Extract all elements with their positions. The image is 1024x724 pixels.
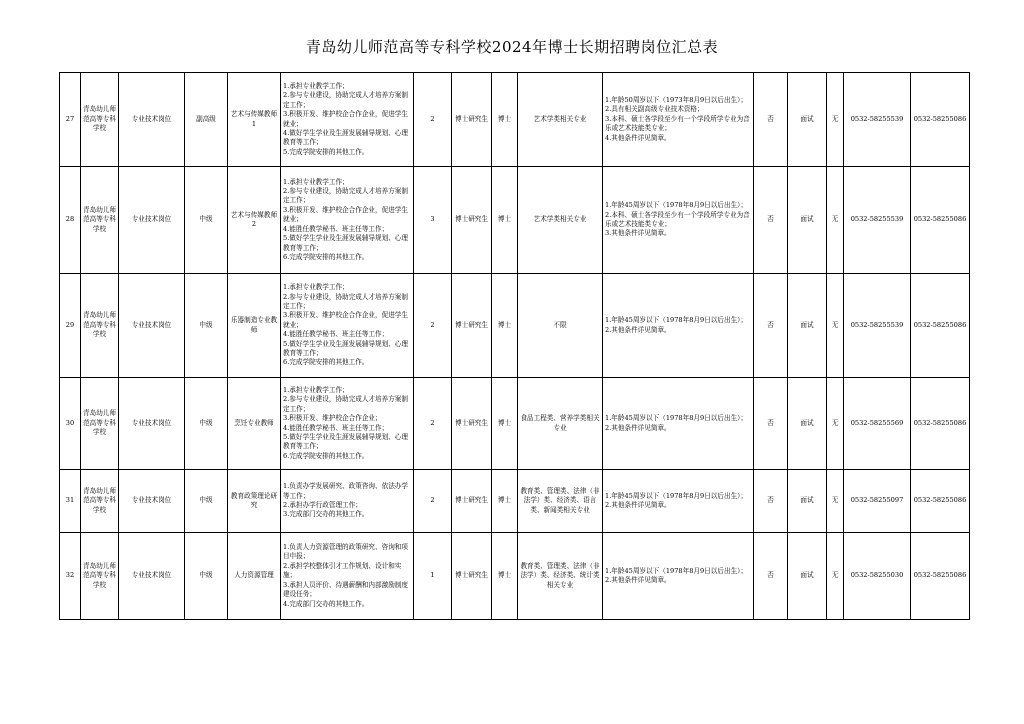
- row-number-cell: 32: [60, 533, 81, 620]
- conditions-cell: [603, 274, 754, 378]
- row-number-cell: 29: [60, 274, 81, 378]
- phone-cell: 0532-58255086: [911, 73, 970, 167]
- duty-line: 4.完成部门交办的其他工作。: [283, 599, 369, 608]
- condition-line: 1.年龄45周岁以下（1978年8月9日以后出生）；: [605, 201, 748, 210]
- duty-line: 3.积极开发、维护校企合作企业，促进学生就业；: [283, 205, 408, 224]
- phone-cell: 0532-58255539: [844, 274, 911, 378]
- position-cell: 人力资源管理: [228, 533, 281, 620]
- category-cell: 专业技术岗位: [119, 274, 185, 378]
- condition-line: 1.年龄50周岁以下（1973年8月9日以后出生）；: [605, 95, 748, 104]
- position-cell: 乐器制造专业教师: [228, 274, 281, 378]
- duty-line: 3.完成部门交办的其他工作。: [283, 510, 369, 519]
- phone-cell: 0532-58255086: [911, 274, 970, 378]
- category-cell: 专业技术岗位: [119, 533, 185, 620]
- major-cell: 教育类、管理类、法律（非法学）类、经济类、语言类、新闻类相关专业: [518, 470, 603, 533]
- duty-line: 1.承担专业教学工作；: [283, 385, 349, 394]
- duty-line: 4.能胜任教学秘书、班主任等工作；: [283, 224, 389, 233]
- position-cell: 艺术与传媒教师1: [228, 73, 281, 167]
- table-row: [60, 470, 970, 533]
- level-cell: 中级: [185, 274, 228, 378]
- duty-line: 3.积极开发、维护校企合作企业，促进学生就业；: [283, 110, 408, 128]
- duty-line: 5.完成学院安排的其他工作。: [283, 147, 369, 156]
- phone-cell: 0532-58255086: [911, 167, 970, 274]
- duty-line: 1.承担专业教学工作；: [283, 283, 349, 292]
- duty-line: 1.负责人力资源管理的政策研究、咨询和项目申报；: [283, 543, 408, 561]
- duties-cell: [281, 533, 414, 620]
- degree-cell: 博士: [492, 167, 518, 274]
- condition-line: 2.其他条件详见简章。: [605, 325, 671, 334]
- phone-cell: 0532-58255539: [844, 167, 911, 274]
- education-cell: 博士研究生: [452, 533, 492, 620]
- unit-cell: 青岛幼儿师范高等专科学校: [81, 167, 119, 274]
- duty-line: 6.完成学院安排的其他工作。: [283, 252, 369, 261]
- row-number-cell: 31: [60, 470, 81, 533]
- duty-line: 6.完成学院安排的其他工作。: [283, 451, 369, 460]
- level-cell: 中级: [185, 470, 228, 533]
- duty-line: 3.积极开发、维护校企合作企业；: [283, 414, 382, 423]
- exam-ratio-cell: 否: [754, 167, 788, 274]
- condition-line: 1.年龄45周岁以下（1978年8月9日以后出生）；: [605, 316, 748, 325]
- headcount-cell: 2: [414, 274, 452, 378]
- duties-cell: [281, 470, 414, 533]
- condition-line: 2.其他条件详见简章。: [605, 423, 671, 432]
- education-cell: 博士研究生: [452, 378, 492, 470]
- table-row: [60, 378, 970, 470]
- exam-ratio-cell: 否: [754, 274, 788, 378]
- note-cell: 无: [827, 470, 844, 533]
- row-number-cell: 28: [60, 167, 81, 274]
- degree-cell: 博士: [492, 533, 518, 620]
- note-cell: 无: [827, 378, 844, 470]
- degree-cell: 博士: [492, 274, 518, 378]
- position-cell: 艺术与传媒教师2: [228, 167, 281, 274]
- exam-ratio-cell: 否: [754, 378, 788, 470]
- category-cell: 专业技术岗位: [119, 378, 185, 470]
- note-cell: 无: [827, 167, 844, 274]
- major-cell: 艺术学类相关专业: [518, 73, 603, 167]
- unit-cell: 青岛幼儿师范高等专科学校: [81, 378, 119, 470]
- duty-line: 2.承担办学行政管理工作；: [283, 501, 362, 509]
- education-cell: 博士研究生: [452, 274, 492, 378]
- duty-line: 4.做好学生学业及生涯发展辅导规划、心理教育等工作；: [283, 128, 408, 147]
- degree-cell: 博士: [492, 470, 518, 533]
- conditions-cell: [603, 167, 754, 274]
- unit-cell: 青岛幼儿师范高等专科学校: [81, 274, 119, 378]
- unit-cell: 青岛幼儿师范高等专科学校: [81, 73, 119, 167]
- phone-cell: 0532-58255097: [844, 470, 911, 533]
- degree-cell: 博士: [492, 378, 518, 470]
- method-cell: 面试: [788, 274, 827, 378]
- headcount-cell: 2: [414, 378, 452, 470]
- table-row: [60, 274, 970, 378]
- duty-line: 1.负责办学发展研究、政策咨询、依法办学等工作；: [283, 482, 408, 500]
- conditions-cell: [603, 73, 754, 167]
- condition-line: 4.其他条件详见简章。: [605, 133, 671, 142]
- conditions-cell: [603, 470, 754, 533]
- duty-line: 5.做好学生学业及生涯发展辅导规划、心理教育等工作；: [283, 339, 408, 358]
- conditions-cell: [603, 378, 754, 470]
- headcount-cell: 1: [414, 533, 452, 620]
- table-row: [60, 73, 970, 167]
- phone-cell: 0532-58255539: [844, 73, 911, 167]
- method-cell: 面试: [788, 470, 827, 533]
- category-cell: 专业技术岗位: [119, 73, 185, 167]
- page-title: 青岛幼儿师范高等专科学校2024年博士长期招聘岗位汇总表: [305, 38, 719, 56]
- education-cell: 博士研究生: [452, 470, 492, 533]
- duty-line: 6.完成学院安排的其他工作。: [283, 358, 369, 367]
- duty-line: 2.参与专业建设，协助完成人才培养方案制定工作；: [283, 395, 408, 413]
- table-body: [60, 73, 970, 620]
- method-cell: 面试: [788, 533, 827, 620]
- duties-cell: [281, 167, 414, 274]
- position-cell: 教育政策理论研究: [228, 470, 281, 533]
- condition-line: 3.其他条件详见简章。: [605, 229, 671, 238]
- duty-line: 4.能胜任教学秘书、班主任等工作；: [283, 423, 389, 432]
- phone-cell: 0532-58255086: [911, 378, 970, 470]
- condition-line: 1.年龄45周岁以下（1978年8月9日以后出生）；: [605, 414, 748, 423]
- unit-cell: 青岛幼儿师范高等专科学校: [81, 533, 119, 620]
- duty-line: 4.能胜任教学秘书、班主任等工作；: [283, 330, 389, 339]
- position-cell: 烹饪专业教师: [228, 378, 281, 470]
- degree-cell: 博士: [492, 73, 518, 167]
- method-cell: 面试: [788, 378, 827, 470]
- note-cell: 无: [827, 73, 844, 167]
- duties-cell: [281, 274, 414, 378]
- duties-cell: [281, 73, 414, 167]
- unit-cell: 青岛幼儿师范高等专科学校: [81, 470, 119, 533]
- phone-cell: 0532-58255569: [844, 378, 911, 470]
- education-cell: 博士研究生: [452, 167, 492, 274]
- condition-line: 1.年龄45周岁以下（1978年8月9日以后出生）；: [605, 566, 748, 575]
- phone-cell: 0532-58255086: [911, 533, 970, 620]
- major-cell: 教育类、管理类、法律（非法学）类、经济类、统计类相关专业: [518, 533, 603, 620]
- condition-line: 2.具有相关副高级专业技术资格；: [605, 105, 704, 114]
- duty-line: 5.做好学生学业及生涯发展辅导规划、心理教育等工作；: [283, 432, 408, 451]
- phone-cell: 0532-58255086: [911, 470, 970, 533]
- major-cell: 食品工程类、营养学类相关专业: [518, 378, 603, 470]
- note-cell: 无: [827, 274, 844, 378]
- table-row: [60, 167, 970, 274]
- duty-line: 5.做好学生学业及生涯发展辅导规划、心理教育等工作；: [283, 234, 408, 252]
- phone-cell: 0532-58255030: [844, 533, 911, 620]
- row-number-cell: 30: [60, 378, 81, 470]
- duties-cell: [281, 378, 414, 470]
- duty-line: 3.积极开发、维护校企合作企业，促进学生就业；: [283, 311, 408, 329]
- method-cell: 面试: [788, 73, 827, 167]
- row-number-cell: 27: [60, 73, 81, 167]
- category-cell: 专业技术岗位: [119, 167, 185, 274]
- duty-line: 2.参与专业建设，协助完成人才培养方案制定工作；: [283, 91, 408, 109]
- exam-ratio-cell: 否: [754, 470, 788, 533]
- note-cell: 无: [827, 533, 844, 620]
- condition-line: 1.年龄45周岁以下（1978年8月9日以后出生）；: [605, 491, 748, 500]
- duty-line: 1.承担专业教学工作；: [283, 81, 349, 90]
- table-row: [60, 533, 970, 620]
- duty-line: 2.承担学校整体引才工作规划、设计和实施；: [283, 561, 402, 580]
- major-cell: 不限: [518, 274, 603, 378]
- positions-table: [59, 72, 970, 620]
- level-cell: 中级: [185, 533, 228, 620]
- level-cell: 中级: [185, 167, 228, 274]
- condition-line: 2.其他条件详见简章。: [605, 501, 671, 509]
- headcount-cell: 2: [414, 470, 452, 533]
- major-cell: 艺术学类相关专业: [518, 167, 603, 274]
- education-cell: 博士研究生: [452, 73, 492, 167]
- headcount-cell: 3: [414, 167, 452, 274]
- level-cell: 中级: [185, 378, 228, 470]
- exam-ratio-cell: 否: [754, 73, 788, 167]
- duty-line: 1.承担专业教学工作；: [283, 177, 349, 186]
- condition-line: 3.本科、硕士各学段至少有一个学段所学专业为音乐或艺术技能类专业；: [605, 114, 750, 133]
- condition-line: 2.本科、硕士各学段至少有一个学段所学专业为音乐或艺术技能类专业；: [605, 210, 750, 228]
- category-cell: 专业技术岗位: [119, 470, 185, 533]
- duty-line: 2.参与专业建设，协助完成人才培养方案制定工作；: [283, 187, 408, 205]
- exam-ratio-cell: 否: [754, 533, 788, 620]
- conditions-cell: [603, 533, 754, 620]
- condition-line: 2.其他条件详见简章。: [605, 576, 671, 584]
- level-cell: 副高级: [185, 73, 228, 167]
- duty-line: 2.参与专业建设，协助完成人才培养方案制定工作；: [283, 292, 408, 310]
- headcount-cell: 2: [414, 73, 452, 167]
- duty-line: 3.承担人员评价、待遇薪酬和内部激励制度建设任务；: [283, 580, 408, 599]
- method-cell: 面试: [788, 167, 827, 274]
